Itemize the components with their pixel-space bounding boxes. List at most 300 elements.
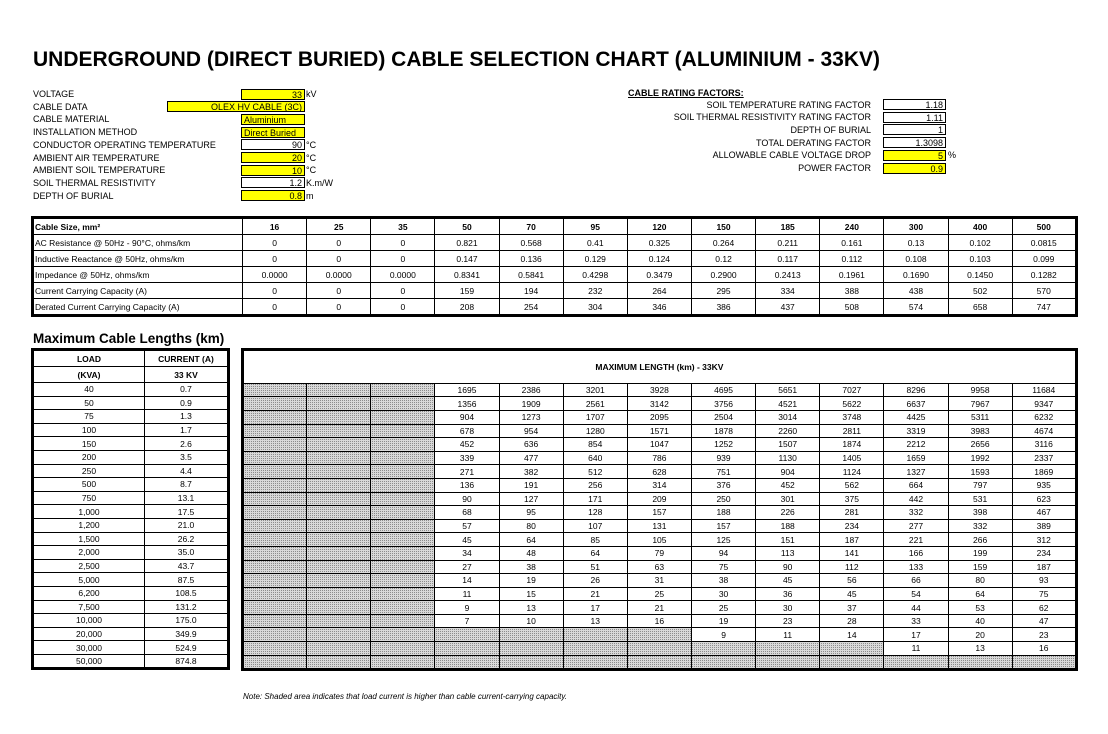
rating-factor-label: POWER FACTOR bbox=[798, 163, 871, 173]
load-table-cell: 4.4 bbox=[145, 464, 229, 478]
load-table-cell: 50,000 bbox=[33, 654, 145, 669]
load-table-cell: 250 bbox=[33, 464, 145, 478]
max-length-cell: 3983 bbox=[948, 424, 1012, 438]
cable-table-cell: 0 bbox=[371, 283, 435, 299]
max-length-cell: 4425 bbox=[884, 410, 948, 424]
shaded-cell bbox=[563, 642, 627, 656]
shaded-cell bbox=[820, 642, 884, 656]
max-length-cell: 36 bbox=[756, 587, 820, 601]
cable-table-row bbox=[33, 235, 1077, 251]
max-length-cell: 25 bbox=[627, 587, 691, 601]
shaded-cell bbox=[371, 601, 435, 615]
cable-table-cell: 0.1282 bbox=[1012, 267, 1076, 283]
cable-table-row bbox=[33, 267, 1077, 283]
load-table-cell: 5,000 bbox=[33, 573, 145, 587]
max-length-cell: 512 bbox=[563, 465, 627, 479]
cable-table-cell: 0.124 bbox=[627, 251, 691, 267]
cable-table-cell: 0.103 bbox=[948, 251, 1012, 267]
cable-table-cell: 747 bbox=[1012, 299, 1076, 316]
max-length-cell: 171 bbox=[563, 492, 627, 506]
max-length-cell: 66 bbox=[884, 574, 948, 588]
cable-table-cell: 0.108 bbox=[884, 251, 948, 267]
max-length-cell: 562 bbox=[820, 478, 884, 492]
cable-table-cell: 95 bbox=[563, 218, 627, 235]
cable-table-cell: 334 bbox=[756, 283, 820, 299]
cable-table-cell: 295 bbox=[691, 283, 755, 299]
max-length-row bbox=[243, 614, 1077, 628]
input-unit: m bbox=[306, 190, 314, 201]
load-current-table bbox=[31, 348, 230, 670]
max-length-cell: 7 bbox=[435, 614, 499, 628]
load-table-row bbox=[33, 532, 229, 546]
cable-table-cell: 0.4298 bbox=[563, 267, 627, 283]
max-length-cell: 23 bbox=[756, 614, 820, 628]
max-length-cell: 636 bbox=[499, 438, 563, 452]
max-length-cell: 94 bbox=[691, 546, 755, 560]
shaded-cell bbox=[307, 614, 371, 628]
shaded-cell bbox=[820, 655, 884, 670]
shaded-cell bbox=[371, 519, 435, 533]
input-label: CONDUCTOR OPERATING TEMPERATURE bbox=[33, 139, 216, 150]
cable-table-cell: 0.147 bbox=[435, 251, 499, 267]
cable-table-cell: 400 bbox=[948, 218, 1012, 235]
shaded-cell bbox=[371, 628, 435, 642]
max-length-cell: 1252 bbox=[691, 438, 755, 452]
load-table-header-cell: LOAD bbox=[33, 350, 145, 367]
load-table-cell: 26.2 bbox=[145, 532, 229, 546]
max-length-cell: 467 bbox=[1012, 506, 1076, 520]
load-table-cell: 30,000 bbox=[33, 641, 145, 655]
max-length-cell: 14 bbox=[820, 628, 884, 642]
load-table-header-cell: (KVA) bbox=[33, 367, 145, 383]
max-length-header: MAXIMUM LENGTH (km) - 33KV bbox=[243, 350, 1077, 384]
cable-table-row bbox=[33, 283, 1077, 299]
max-length-cell: 939 bbox=[691, 451, 755, 465]
max-length-cell: 90 bbox=[435, 492, 499, 506]
max-length-cell: 332 bbox=[948, 519, 1012, 533]
max-length-cell: 854 bbox=[563, 438, 627, 452]
load-table-row bbox=[33, 600, 229, 614]
max-length-cell: 157 bbox=[691, 519, 755, 533]
load-table-header-row bbox=[33, 367, 229, 383]
max-length-cell: 376 bbox=[691, 478, 755, 492]
cable-table-row-label: Cable Size, mm² bbox=[33, 218, 243, 235]
max-length-row bbox=[243, 519, 1077, 533]
shaded-cell bbox=[243, 492, 307, 506]
load-table-row bbox=[33, 573, 229, 587]
cable-table-cell: 0 bbox=[307, 299, 371, 316]
max-length-row bbox=[243, 465, 1077, 479]
max-length-cell: 13 bbox=[499, 601, 563, 615]
cable-table-row bbox=[33, 299, 1077, 316]
max-length-cell: 26 bbox=[563, 574, 627, 588]
shaded-cell bbox=[243, 410, 307, 424]
max-length-cell: 3201 bbox=[563, 383, 627, 397]
cable-table-row-label: Inductive Reactance @ 50Hz, ohms/km bbox=[33, 251, 243, 267]
cable-table-cell: 70 bbox=[499, 218, 563, 235]
load-table-row bbox=[33, 491, 229, 505]
cable-table-cell: 0 bbox=[243, 235, 307, 251]
load-table-row bbox=[33, 383, 229, 397]
shaded-cell bbox=[627, 628, 691, 642]
load-table-cell: 108.5 bbox=[145, 586, 229, 600]
cable-table-cell: 304 bbox=[563, 299, 627, 316]
cable-table-cell: 0.112 bbox=[820, 251, 884, 267]
cable-table-cell: 502 bbox=[948, 283, 1012, 299]
shaded-cell bbox=[627, 655, 691, 670]
load-table-cell: 35.0 bbox=[145, 546, 229, 560]
max-length-cell: 314 bbox=[627, 478, 691, 492]
max-length-cell: 5622 bbox=[820, 397, 884, 411]
input-value-field[interactable]: 33 bbox=[241, 89, 305, 100]
max-length-row bbox=[243, 492, 1077, 506]
max-length-cell: 904 bbox=[756, 465, 820, 479]
max-length-cell: 23 bbox=[1012, 628, 1076, 642]
rating-factor-value[interactable]: 0.9 bbox=[883, 163, 946, 174]
max-length-cell: 21 bbox=[563, 587, 627, 601]
shaded-cell bbox=[307, 465, 371, 479]
input-label: AMBIENT SOIL TEMPERATURE bbox=[33, 165, 166, 176]
max-length-cell: 3756 bbox=[691, 397, 755, 411]
rating-factor-label: SOIL THERMAL RESISTIVITY RATING FACTOR bbox=[673, 112, 871, 123]
max-length-cell: 80 bbox=[948, 574, 1012, 588]
max-length-cell: 1047 bbox=[627, 438, 691, 452]
shaded-cell bbox=[243, 560, 307, 574]
shaded-cell bbox=[371, 424, 435, 438]
load-table-cell: 7,500 bbox=[33, 600, 145, 614]
input-value-field[interactable]: Direct Buried bbox=[241, 127, 305, 138]
input-value-field[interactable]: 0.8 bbox=[241, 190, 305, 201]
load-table-row bbox=[33, 654, 229, 669]
shaded-cell bbox=[563, 655, 627, 670]
shaded-cell bbox=[307, 601, 371, 615]
cable-table-cell: 0.099 bbox=[1012, 251, 1076, 267]
max-length-cell: 131 bbox=[627, 519, 691, 533]
max-length-cell: 281 bbox=[820, 506, 884, 520]
cable-table-cell: 194 bbox=[499, 283, 563, 299]
cable-table-cell: 0.0815 bbox=[1012, 235, 1076, 251]
shaded-cell bbox=[1012, 655, 1076, 670]
input-value-field[interactable]: 20 bbox=[241, 152, 305, 163]
shaded-cell bbox=[371, 546, 435, 560]
cable-table-cell: 120 bbox=[627, 218, 691, 235]
cable-table-cell: 150 bbox=[691, 218, 755, 235]
max-length-cell: 13 bbox=[948, 642, 1012, 656]
shaded-cell bbox=[307, 587, 371, 601]
shaded-cell bbox=[371, 587, 435, 601]
shaded-cell bbox=[435, 642, 499, 656]
cable-table-cell: 240 bbox=[820, 218, 884, 235]
shaded-cell bbox=[307, 642, 371, 656]
max-length-cell: 28 bbox=[820, 614, 884, 628]
cable-table-cell: 0.1690 bbox=[884, 267, 948, 283]
max-length-cell: 38 bbox=[499, 560, 563, 574]
max-length-cell: 188 bbox=[691, 506, 755, 520]
max-length-cell: 133 bbox=[884, 560, 948, 574]
load-table-row bbox=[33, 423, 229, 437]
shaded-cell bbox=[307, 492, 371, 506]
cable-table-cell: 35 bbox=[371, 218, 435, 235]
shaded-cell bbox=[371, 506, 435, 520]
max-length-row bbox=[243, 628, 1077, 642]
rating-factor-unit: % bbox=[948, 150, 957, 161]
load-table-row bbox=[33, 437, 229, 451]
max-length-cell: 442 bbox=[884, 492, 948, 506]
shaded-cell bbox=[243, 465, 307, 479]
load-table-row bbox=[33, 396, 229, 410]
cable-table-cell: 50 bbox=[435, 218, 499, 235]
cable-table-cell: 0 bbox=[307, 251, 371, 267]
shaded-cell bbox=[499, 628, 563, 642]
shaded-cell bbox=[243, 533, 307, 547]
max-length-cell: 531 bbox=[948, 492, 1012, 506]
input-value-field[interactable]: 10 bbox=[241, 165, 305, 176]
load-table-cell: 524.9 bbox=[145, 641, 229, 655]
cable-table-cell: 0.2900 bbox=[691, 267, 755, 283]
max-length-cell: 31 bbox=[627, 574, 691, 588]
max-length-row bbox=[243, 546, 1077, 560]
cable-table-cell: 159 bbox=[435, 283, 499, 299]
max-length-cell: 1593 bbox=[948, 465, 1012, 479]
max-length-cell: 64 bbox=[499, 533, 563, 547]
cable-table-cell: 0.13 bbox=[884, 235, 948, 251]
shaded-cell bbox=[307, 438, 371, 452]
cable-table-cell: 0.1961 bbox=[820, 267, 884, 283]
max-length-cell: 221 bbox=[884, 533, 948, 547]
shaded-cell bbox=[307, 506, 371, 520]
input-label: VOLTAGE bbox=[33, 89, 75, 99]
load-table-row bbox=[33, 614, 229, 628]
max-length-cell: 37 bbox=[820, 601, 884, 615]
max-length-cell: 389 bbox=[1012, 519, 1076, 533]
max-length-cell: 48 bbox=[499, 546, 563, 560]
max-length-row bbox=[243, 478, 1077, 492]
max-length-cell: 312 bbox=[1012, 533, 1076, 547]
max-length-cell: 25 bbox=[691, 601, 755, 615]
cable-table-cell: 0.1450 bbox=[948, 267, 1012, 283]
max-length-row bbox=[243, 642, 1077, 656]
max-length-cell: 1878 bbox=[691, 424, 755, 438]
load-table-cell: 50 bbox=[33, 396, 145, 410]
rating-factor-value[interactable]: 1.3098 bbox=[883, 137, 946, 148]
max-length-cell: 62 bbox=[1012, 601, 1076, 615]
shaded-cell bbox=[243, 438, 307, 452]
shaded-cell bbox=[307, 628, 371, 642]
input-value-field[interactable]: Aluminium bbox=[241, 114, 305, 125]
max-length-cell: 9 bbox=[691, 628, 755, 642]
load-table-cell: 13.1 bbox=[145, 491, 229, 505]
cable-table-cell: 254 bbox=[499, 299, 563, 316]
max-length-cell: 1507 bbox=[756, 438, 820, 452]
max-length-cell: 664 bbox=[884, 478, 948, 492]
max-length-cell: 11684 bbox=[1012, 383, 1076, 397]
max-length-cell: 9958 bbox=[948, 383, 1012, 397]
cable-table-cell: 208 bbox=[435, 299, 499, 316]
rating-factors-title: CABLE RATING FACTORS: bbox=[628, 88, 744, 98]
max-length-cell: 166 bbox=[884, 546, 948, 560]
rating-factor-value[interactable]: 1 bbox=[883, 124, 946, 135]
max-length-cell: 226 bbox=[756, 506, 820, 520]
max-length-cell: 54 bbox=[884, 587, 948, 601]
shaded-cell bbox=[307, 383, 371, 397]
max-length-cell: 3116 bbox=[1012, 438, 1076, 452]
cable-table-cell: 0.8341 bbox=[435, 267, 499, 283]
shaded-cell bbox=[371, 574, 435, 588]
shaded-cell bbox=[243, 478, 307, 492]
max-length-cell: 1356 bbox=[435, 397, 499, 411]
lengths-title: Maximum Cable Lengths (km) bbox=[33, 331, 225, 346]
rating-factor-value[interactable]: 1.11 bbox=[883, 112, 946, 123]
input-unit: °C bbox=[306, 165, 317, 176]
rating-factor-value[interactable]: 5 bbox=[883, 150, 946, 161]
rating-factor-label: ALLOWABLE CABLE VOLTAGE DROP bbox=[712, 150, 871, 161]
shaded-cell bbox=[627, 642, 691, 656]
max-length-cell: 188 bbox=[756, 519, 820, 533]
shaded-cell bbox=[243, 642, 307, 656]
cable-table-row-label: Impedance @ 50Hz, ohms/km bbox=[33, 267, 243, 283]
max-length-cell: 623 bbox=[1012, 492, 1076, 506]
cable-table-cell: 0 bbox=[371, 251, 435, 267]
load-table-cell: 2,000 bbox=[33, 546, 145, 560]
cable-table-cell: 185 bbox=[756, 218, 820, 235]
cable-table-cell: 0 bbox=[307, 283, 371, 299]
shaded-cell bbox=[243, 655, 307, 670]
max-length-cell: 64 bbox=[563, 546, 627, 560]
max-length-cell: 151 bbox=[756, 533, 820, 547]
input-value-field[interactable]: OLEX HV CABLE (3C) bbox=[167, 101, 305, 112]
max-length-cell: 199 bbox=[948, 546, 1012, 560]
max-length-cell: 93 bbox=[1012, 574, 1076, 588]
load-table-cell: 6,200 bbox=[33, 586, 145, 600]
cable-table-cell: 574 bbox=[884, 299, 948, 316]
rating-factor-value[interactable]: 1.18 bbox=[883, 99, 946, 110]
max-length-cell: 1707 bbox=[563, 410, 627, 424]
max-length-cell: 5311 bbox=[948, 410, 1012, 424]
cable-table-row-label: Current Carrying Capacity (A) bbox=[33, 283, 243, 299]
max-length-cell: 797 bbox=[948, 478, 1012, 492]
max-length-cell: 1869 bbox=[1012, 465, 1076, 479]
max-length-cell: 1659 bbox=[884, 451, 948, 465]
shaded-cell bbox=[307, 397, 371, 411]
shaded-cell bbox=[243, 628, 307, 642]
input-unit: °C bbox=[306, 139, 317, 150]
max-length-cell: 8296 bbox=[884, 383, 948, 397]
shaded-cell bbox=[307, 424, 371, 438]
max-length-cell: 16 bbox=[627, 614, 691, 628]
max-length-cell: 128 bbox=[563, 506, 627, 520]
load-table-cell: 2.6 bbox=[145, 437, 229, 451]
max-length-cell: 30 bbox=[756, 601, 820, 615]
cable-table-cell: 438 bbox=[884, 283, 948, 299]
load-table-cell: 1,200 bbox=[33, 518, 145, 532]
max-length-cell: 9 bbox=[435, 601, 499, 615]
load-table-cell: 17.5 bbox=[145, 505, 229, 519]
max-length-cell: 3014 bbox=[756, 410, 820, 424]
cable-table-cell: 0.211 bbox=[756, 235, 820, 251]
load-table-cell: 1,500 bbox=[33, 532, 145, 546]
max-length-cell: 234 bbox=[820, 519, 884, 533]
shaded-cell bbox=[243, 383, 307, 397]
cable-table-cell: 386 bbox=[691, 299, 755, 316]
shaded-cell bbox=[307, 410, 371, 424]
max-length-cell: 51 bbox=[563, 560, 627, 574]
max-length-cell: 30 bbox=[691, 587, 755, 601]
max-length-cell: 15 bbox=[499, 587, 563, 601]
input-value-field[interactable]: 1.2 bbox=[241, 177, 305, 188]
cable-table-cell: 0.325 bbox=[627, 235, 691, 251]
shaded-cell bbox=[243, 424, 307, 438]
max-length-cell: 3319 bbox=[884, 424, 948, 438]
max-length-cell: 3748 bbox=[820, 410, 884, 424]
max-length-cell: 187 bbox=[820, 533, 884, 547]
shaded-cell bbox=[243, 451, 307, 465]
max-length-cell: 1130 bbox=[756, 451, 820, 465]
load-table-cell: 1,000 bbox=[33, 505, 145, 519]
max-length-cell: 90 bbox=[756, 560, 820, 574]
max-length-cell: 27 bbox=[435, 560, 499, 574]
input-label: DEPTH OF BURIAL bbox=[33, 190, 114, 201]
cable-table-cell: 346 bbox=[627, 299, 691, 316]
max-length-cell: 2337 bbox=[1012, 451, 1076, 465]
input-label: CABLE DATA bbox=[33, 101, 88, 112]
cable-table-cell: 0 bbox=[243, 299, 307, 316]
shaded-cell bbox=[371, 560, 435, 574]
cable-table-row-label: AC Resistance @ 50Hz - 90°C, ohms/km bbox=[33, 235, 243, 251]
rating-factor-label: SOIL TEMPERATURE RATING FACTOR bbox=[706, 99, 871, 110]
cable-table-row bbox=[33, 218, 1077, 235]
max-length-cell: 45 bbox=[820, 587, 884, 601]
max-length-row bbox=[243, 587, 1077, 601]
max-length-cell: 1280 bbox=[563, 424, 627, 438]
cable-table-cell: 0 bbox=[243, 251, 307, 267]
shaded-cell bbox=[371, 465, 435, 479]
cable-table-row-label: Derated Current Carrying Capacity (A) bbox=[33, 299, 243, 316]
max-length-cell: 45 bbox=[435, 533, 499, 547]
shaded-cell bbox=[756, 655, 820, 670]
max-length-cell: 112 bbox=[820, 560, 884, 574]
shaded-cell bbox=[499, 655, 563, 670]
load-table-cell: 100 bbox=[33, 423, 145, 437]
shaded-cell bbox=[243, 506, 307, 520]
load-table-row bbox=[33, 518, 229, 532]
max-length-cell: 136 bbox=[435, 478, 499, 492]
max-length-cell: 85 bbox=[563, 533, 627, 547]
shaded-cell bbox=[691, 642, 755, 656]
max-length-cell: 11 bbox=[435, 587, 499, 601]
max-length-cell: 2561 bbox=[563, 397, 627, 411]
max-length-cell: 4695 bbox=[691, 383, 755, 397]
max-length-cell: 19 bbox=[499, 574, 563, 588]
max-length-cell: 266 bbox=[948, 533, 1012, 547]
input-value-field[interactable]: 90 bbox=[241, 139, 305, 150]
max-length-cell: 1124 bbox=[820, 465, 884, 479]
load-table-cell: 874.8 bbox=[145, 654, 229, 669]
max-length-cell: 80 bbox=[499, 519, 563, 533]
max-length-cell: 256 bbox=[563, 478, 627, 492]
max-length-cell: 34 bbox=[435, 546, 499, 560]
max-length-cell: 4521 bbox=[756, 397, 820, 411]
load-table-cell: 0.9 bbox=[145, 396, 229, 410]
shaded-cell bbox=[307, 533, 371, 547]
max-length-cell: 157 bbox=[627, 506, 691, 520]
max-length-cell: 751 bbox=[691, 465, 755, 479]
max-length-cell: 64 bbox=[948, 587, 1012, 601]
cable-table-cell: 0.5841 bbox=[499, 267, 563, 283]
input-label: AMBIENT AIR TEMPERATURE bbox=[33, 152, 160, 163]
cable-table-cell: 0.821 bbox=[435, 235, 499, 251]
max-length-row bbox=[243, 560, 1077, 574]
max-length-cell: 452 bbox=[756, 478, 820, 492]
